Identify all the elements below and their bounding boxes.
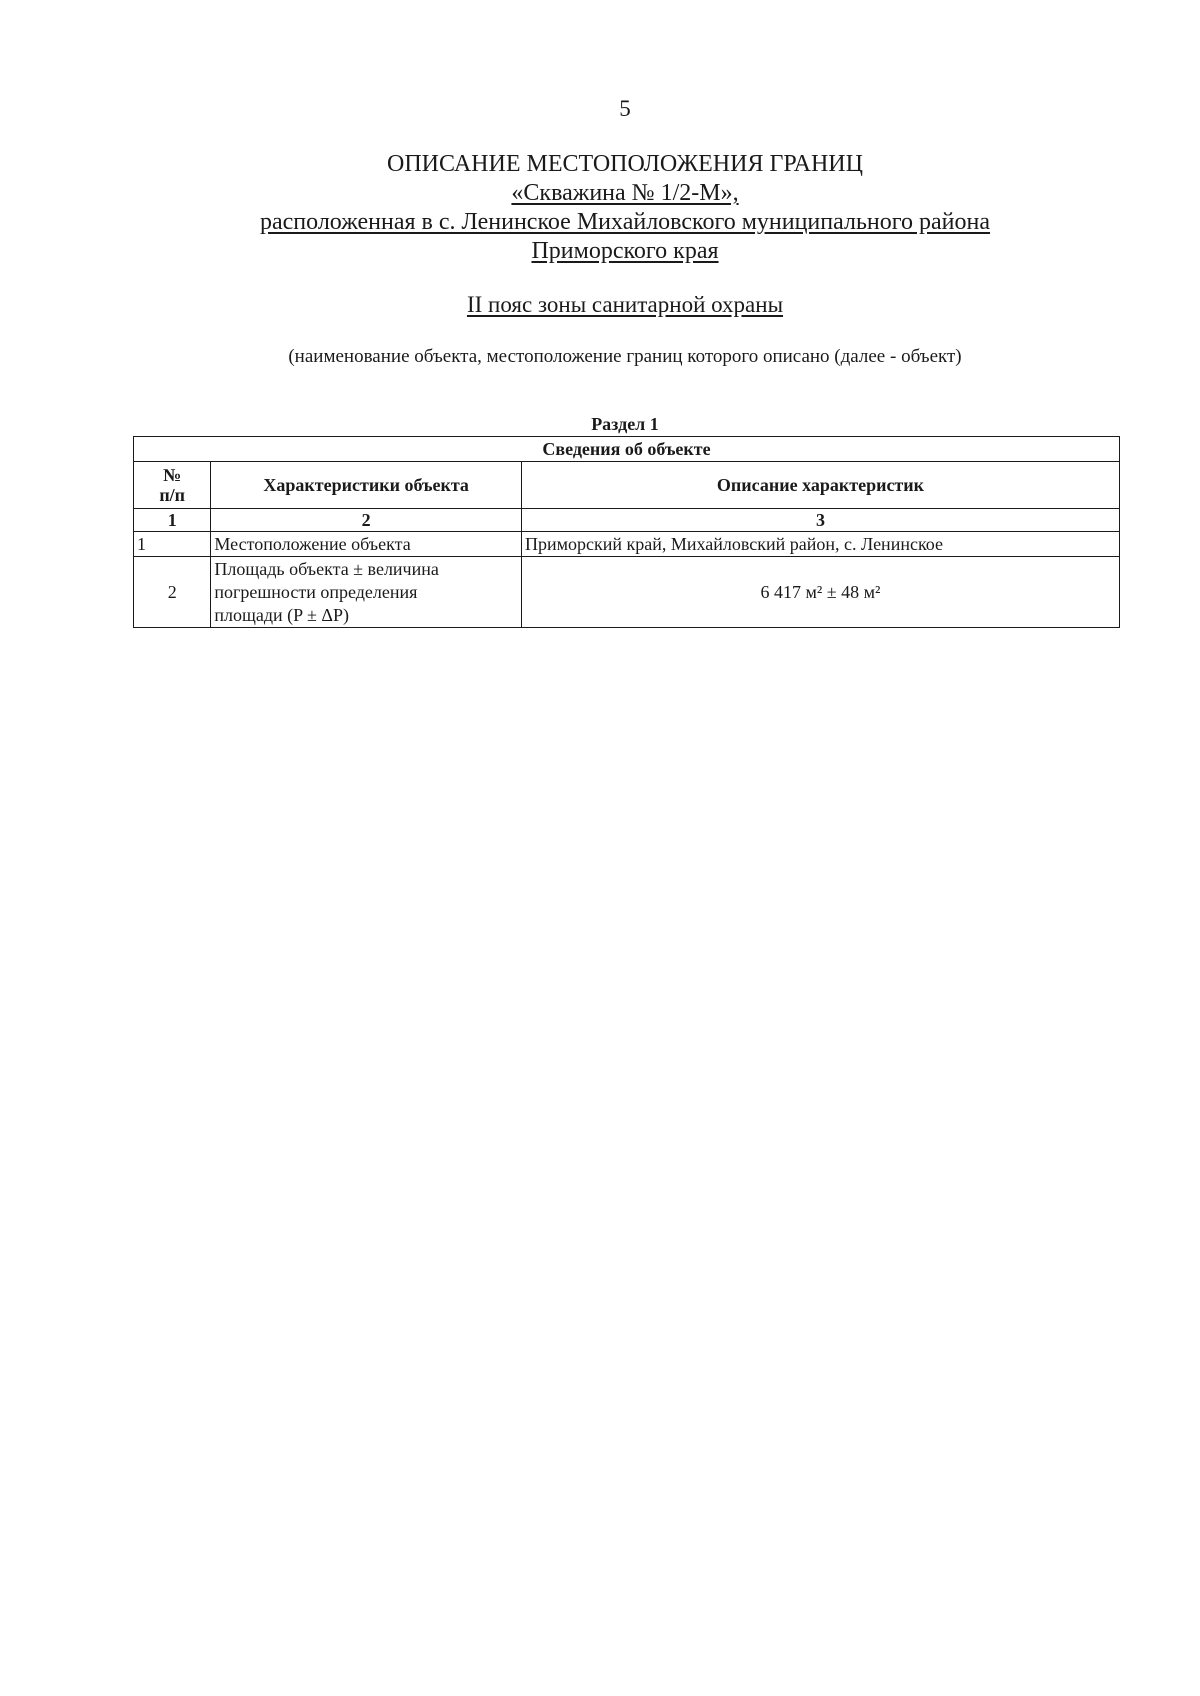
row-description: Приморский край, Михайловский район, с. Ленинское [521,532,1119,557]
row-characteristic-line3: площади (P ± ΔP) [214,604,349,625]
object-info-table [133,436,1120,628]
table-number-row [134,509,1120,532]
table-row [134,557,1120,628]
column-number-2: 2 [211,509,522,532]
object-name: «Скважина № 1/2-М», [511,180,739,206]
document-title: ОПИСАНИЕ МЕСТОПОЛОЖЕНИЯ ГРАНИЦ [387,151,863,177]
document-header [0,150,1200,266]
row-index: 1 [134,532,211,557]
object-location-line1: расположенная в с. Ленинское Михайловского муниципального района [260,209,990,235]
page-number: 5 [619,96,631,121]
column-number-3: 3 [521,509,1119,532]
table-caption-row [134,437,1120,462]
row-description: 6 417 м² ± 48 м² [521,557,1119,628]
row-characteristic-line1: Площадь объекта ± величина [214,558,439,579]
row-characteristic: Местоположение объекта [211,532,522,557]
column-header-index-line2: п/п [159,485,186,505]
section-title: Раздел 1 [591,414,659,434]
column-header-index [134,462,211,509]
column-header-characteristic: Характеристики объекта [211,462,522,509]
row-index: 2 [134,557,211,628]
column-header-index-line1: № [163,465,182,485]
object-location-line2: Приморского края [531,238,719,264]
row-characteristic [211,557,522,628]
row-characteristic-line2: погрешности определения [214,581,418,602]
table-row [134,532,1120,557]
column-number-1: 1 [134,509,211,532]
zone-title: II пояс зоны санитарной охраны [466,292,784,317]
table-caption: Сведения об объекте [134,437,1120,462]
column-header-description: Описание характеристик [521,462,1119,509]
object-caption: (наименование объекта, местоположение границ которого описано (далее - объект) [288,346,962,367]
table-header-row [134,462,1120,509]
